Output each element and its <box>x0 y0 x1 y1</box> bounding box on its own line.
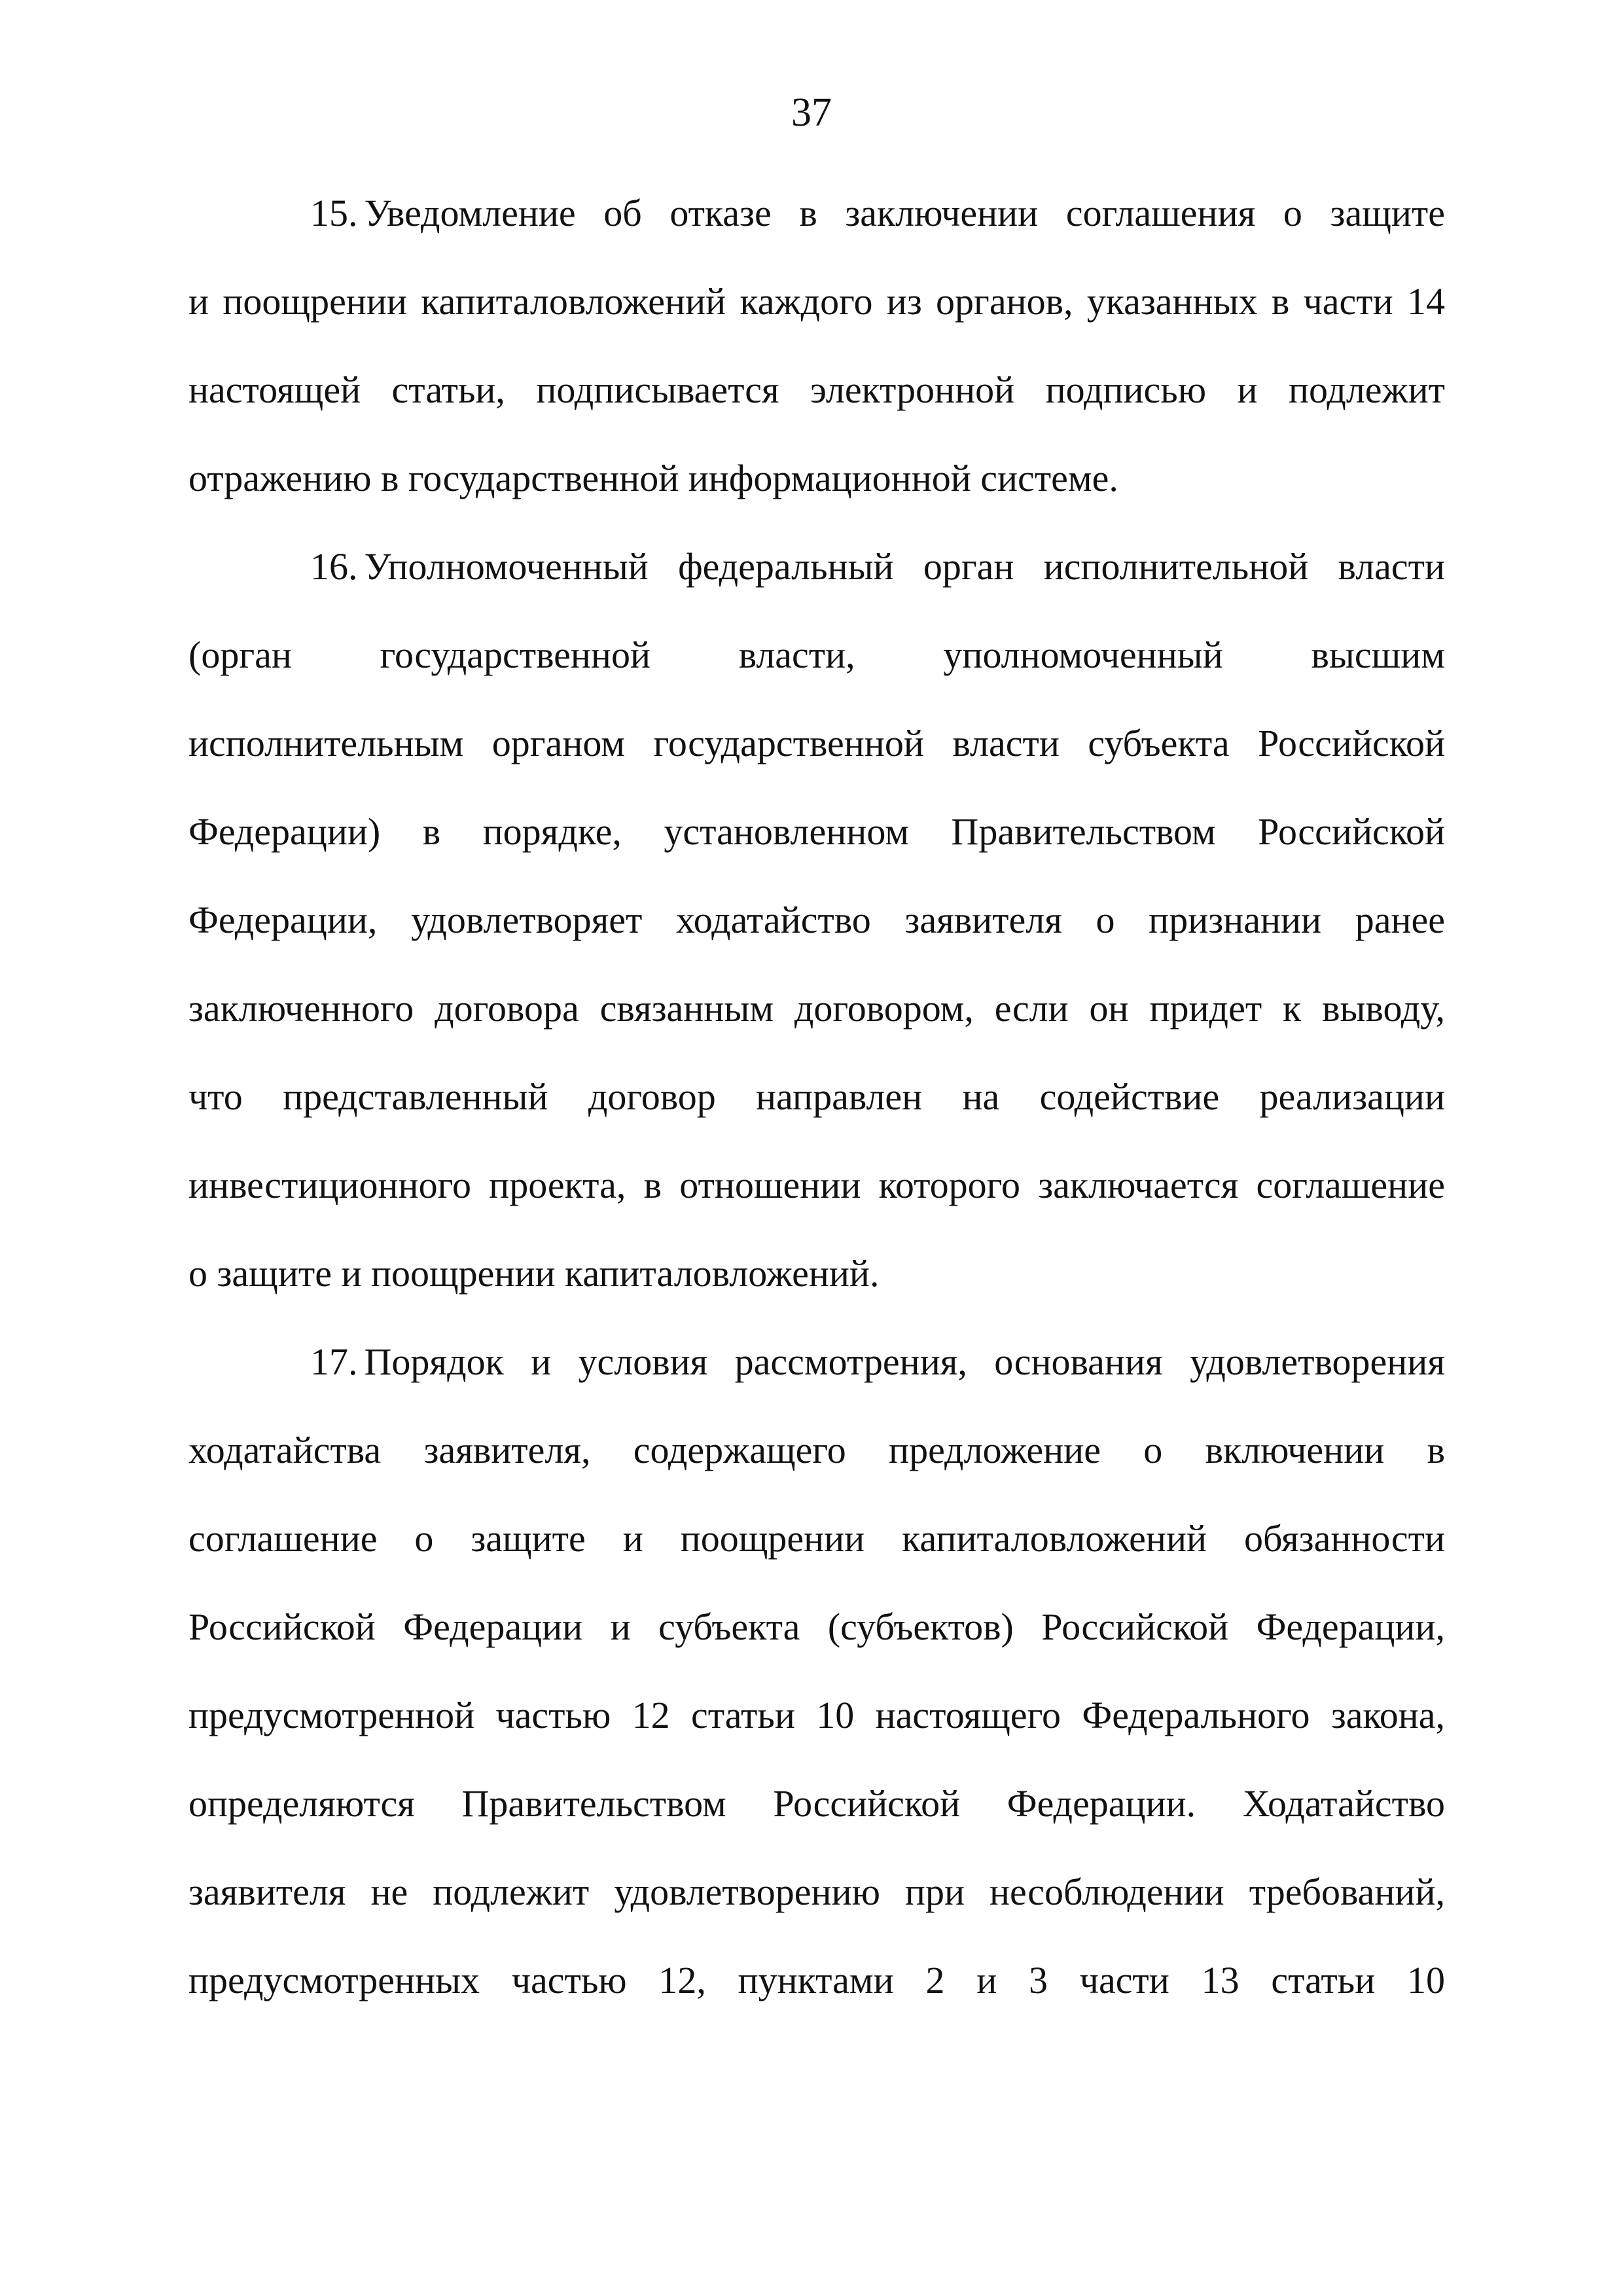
paragraph-17 <box>188 1318 1445 2024</box>
paragraph-line: предусмотренной частью 12 статьи 10 настоящего Федерального закона, <box>188 1694 1445 1736</box>
paragraph-line: ходатайства заявителя, содержащего предложение о включении в <box>188 1429 1445 1471</box>
paragraph-line: заявителя не подлежит удовлетворению при несоблюдении требований, <box>188 1871 1445 1913</box>
paragraph-line: и поощрении капиталовложений каждого из органов, указанных в части 14 <box>188 280 1445 323</box>
paragraph-line: инвестиционного проекта, в отношении которого заключается соглашение <box>188 1164 1445 1206</box>
paragraph-line: о защите и поощрении капиталовложений. <box>188 1252 880 1295</box>
paragraph-number: 16. <box>310 545 358 588</box>
page-number: 37 <box>791 90 832 135</box>
paragraph-line: Федерации, удовлетворяет ходатайство заявителя о признании ранее <box>188 899 1445 941</box>
paragraph-line: определяются Правительством Российской Федерации. Ходатайство <box>188 1782 1445 1825</box>
paragraph-line: Российской Федерации и субъекта (субъектов) Российской Федерации, <box>188 1605 1445 1648</box>
paragraph-number: 15. <box>310 192 358 234</box>
paragraph-line: 17. Порядок и условия рассмотрения, основания удовлетворения <box>310 1340 1445 1383</box>
paragraph-line: отражению в государственной информационной системе. <box>188 457 1118 499</box>
paragraph-line: заключенного договора связанным договором, если он придет к выводу, <box>188 987 1445 1030</box>
paragraph-16 <box>188 522 1445 1318</box>
paragraph-line: (орган государственной власти, уполномоченный высшим <box>188 634 1445 676</box>
paragraph-line: что представленный договор направлен на содействие реализации <box>188 1075 1445 1118</box>
paragraph-line: 15. Уведомление об отказе в заключении соглашения о защите <box>310 192 1445 234</box>
paragraph-line: предусмотренных частью 12, пунктами 2 и 3 части 13 статьи 10 <box>188 1959 1445 2001</box>
paragraph-line: 16. Уполномоченный федеральный орган исполнительной власти <box>310 545 1445 588</box>
paragraph-line: исполнительным органом государственной власти субъекта Российской <box>188 722 1445 764</box>
document-body <box>188 169 1445 2024</box>
paragraph-line: Федерации) в порядке, установленном Правительством Российской <box>188 810 1445 853</box>
paragraph-line: настоящей статьи, подписывается электронной подписью и подлежит <box>188 368 1445 411</box>
paragraph-number: 17. <box>310 1340 358 1383</box>
paragraph-line: соглашение о защите и поощрении капиталовложений обязанности <box>188 1517 1445 1560</box>
paragraph-15 <box>188 169 1445 522</box>
